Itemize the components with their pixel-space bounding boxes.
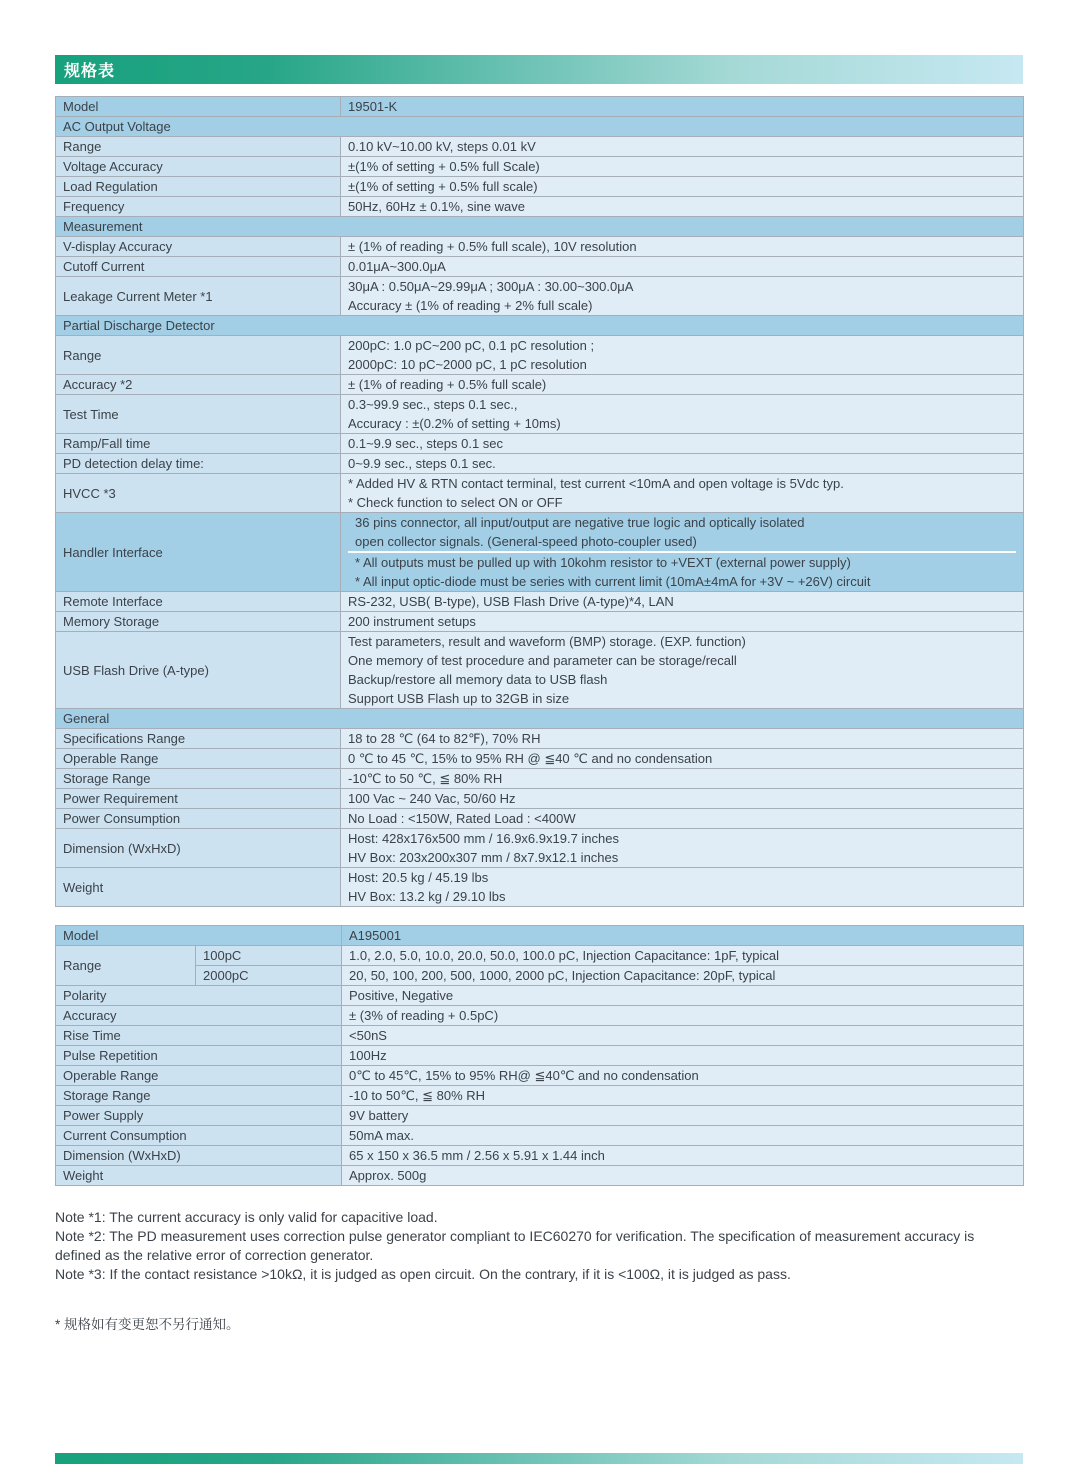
table-row (56, 277, 1024, 316)
row-label (56, 157, 341, 177)
text-line: 2000pC (203, 968, 249, 983)
page-title: 规格表 (64, 63, 116, 80)
text-line: 200pC: 1.0 pC~200 pC, 0.1 pC resolution ; (348, 338, 595, 353)
text-line: 36 pins connector, all input/output are negative true logic and optically isolated (355, 515, 805, 530)
table-row (56, 632, 1024, 709)
text-line: 0.10 kV~10.00 kV, steps 0.01 kV (348, 139, 536, 154)
text-line: 0℃ to 45℃, 15% to 95% RH@ ≦40℃ and no condensation (349, 1068, 699, 1083)
text-line: Accuracy (63, 1008, 117, 1023)
text-line: 9V battery (349, 1108, 409, 1123)
text-line: 0~9.9 sec., steps 0.1 sec. (348, 456, 496, 471)
row-label (56, 809, 341, 829)
row-value (341, 375, 1024, 395)
row-value (341, 868, 1024, 907)
row-label (56, 612, 341, 632)
row-value (342, 926, 1024, 946)
text-line: Accuracy *2 (63, 377, 133, 392)
text-line: -10℃ to 50 ℃, ≦ 80% RH (348, 771, 503, 786)
table-row (56, 1026, 1024, 1046)
table-row (56, 789, 1024, 809)
row-sublabel (196, 966, 342, 986)
row-value (341, 257, 1024, 277)
table-row (56, 1066, 1024, 1086)
row-label (56, 336, 341, 375)
text-line: USB Flash Drive (A-type) (63, 662, 209, 678)
text-line: Backup/restore all memory data to USB flash (348, 672, 608, 687)
row-label (56, 1046, 342, 1066)
table-row (56, 395, 1024, 434)
table-row (56, 1046, 1024, 1066)
row-value (341, 769, 1024, 789)
text-line: 18 to 28 ℃ (64 to 82℉), 70% RH (348, 731, 541, 746)
row-label (56, 454, 341, 474)
text-line: HV Box: 203x200x307 mm / 8x7.9x12.1 inches (348, 850, 619, 865)
row-value (341, 592, 1024, 612)
text-line: 0.1~9.9 sec., steps 0.1 sec (348, 436, 504, 451)
table-row (56, 177, 1024, 197)
table-row (56, 1146, 1024, 1166)
row-label (56, 926, 342, 946)
text-line: Leakage Current Meter *1 (63, 288, 213, 304)
row-label (56, 237, 341, 257)
text-line: 0 ℃ to 45 ℃, 15% to 95% RH @ ≦40 ℃ and no condensation (348, 751, 713, 766)
text-line: -10 to 50℃, ≦ 80% RH (349, 1088, 486, 1103)
table-row (56, 1166, 1024, 1186)
row-value (341, 434, 1024, 454)
text-line: Power Requirement (63, 791, 178, 806)
row-label (56, 177, 341, 197)
text-line: * Check function to select ON or OFF (348, 495, 563, 510)
row-label (56, 395, 341, 434)
row-label (56, 769, 341, 789)
text-line: 100 Vac ~ 240 Vac, 50/60 Hz (348, 791, 516, 806)
row-value (341, 97, 1024, 117)
text-line: Cutoff Current (63, 259, 145, 274)
table-row (56, 217, 1024, 237)
row-value (341, 632, 1024, 709)
row-value (342, 1126, 1024, 1146)
text-line: * Added HV & RTN contact terminal, test current <10mA and open voltage is 5Vdc typ. (348, 476, 844, 491)
text-line: Test Time (63, 406, 119, 422)
row-label (56, 137, 341, 157)
spec-table-main-unit (55, 96, 1024, 907)
footer-accent-bar (55, 1453, 1023, 1464)
row-value (342, 1086, 1024, 1106)
row-value-subcell (348, 551, 1016, 591)
row-value (342, 1146, 1024, 1166)
text-line: 30μA : 0.50μA~29.99μA ; 300μA : 30.00~300.0μA (348, 279, 634, 294)
text-line: A195001 (349, 928, 402, 943)
text-line: One memory of test procedure and parameter can be storage/recall (348, 653, 737, 668)
text-line: Weight (63, 1168, 104, 1183)
text-line: 50Hz, 60Hz ± 0.1%, sine wave (348, 199, 525, 214)
table-row (56, 868, 1024, 907)
text-line: ± (1% of reading + 0.5% full scale) (348, 377, 547, 392)
row-value (342, 1006, 1024, 1026)
row-label (56, 434, 341, 454)
note-line: Note *3: If the contact resistance >10kΩ, it is judged as open circuit. On the contrary, if it is <100Ω, it is judged as pass. (55, 1266, 791, 1282)
row-value (342, 1046, 1024, 1066)
row-label (56, 1086, 342, 1106)
text-line: Weight (63, 879, 104, 895)
row-value (341, 137, 1024, 157)
row-value (341, 395, 1024, 434)
title-banner (55, 55, 1023, 84)
table-row (56, 592, 1024, 612)
text-line: Power Consumption (63, 811, 181, 826)
table-row (56, 316, 1024, 336)
text-line: 0.01μA~300.0μA (348, 259, 446, 274)
text-line: * All outputs must be pulled up with 10kohm resistor to +VEXT (external power supply) (355, 555, 851, 570)
text-line: Accuracy ± (1% of reading + 2% full scale) (348, 298, 593, 313)
text-line: Frequency (63, 199, 125, 214)
notes-section (55, 1208, 1021, 1284)
table-row (56, 257, 1024, 277)
text-line: Dimension (WxHxD) (63, 840, 181, 856)
table-row (56, 926, 1024, 946)
row-label (56, 632, 341, 709)
text-line: ±(1% of setting + 0.5% full scale) (348, 179, 538, 194)
text-line: Rise Time (63, 1028, 121, 1043)
row-value (342, 1166, 1024, 1186)
row-label (56, 1066, 342, 1086)
table-row (56, 966, 1024, 986)
text-line: Operable Range (63, 1068, 159, 1083)
table-row (56, 336, 1024, 375)
note-line: Note *2: The PD measurement uses correction pulse generator compliant to IEC60270 for verification. The specification of measurement accuracy is defined as the relative error of correction generator. (55, 1228, 975, 1263)
text-line: Handler Interface (63, 544, 163, 560)
row-value (341, 809, 1024, 829)
text-line: V-display Accuracy (63, 239, 173, 254)
text-line: 19501-K (348, 99, 398, 114)
row-value (342, 1026, 1024, 1046)
text-line: Ramp/Fall time (63, 436, 151, 451)
text-line: Operable Range (63, 751, 159, 766)
spec-table-accessory (55, 925, 1024, 1186)
text-line: Model (63, 928, 99, 943)
text-line: HVCC *3 (63, 485, 116, 501)
row-label (56, 375, 341, 395)
text-line: 20, 50, 100, 200, 500, 1000, 2000 pC, Injection Capacitance: 20pF, typical (349, 968, 776, 983)
text-line: open collector signals. (General-speed photo-coupler used) (355, 534, 697, 549)
text-line: ± (1% of reading + 0.5% full scale), 10V resolution (348, 239, 637, 254)
row-value (341, 612, 1024, 632)
text-line: Measurement (63, 219, 143, 234)
row-value (341, 513, 1024, 592)
table-row (56, 197, 1024, 217)
section-header (56, 217, 1024, 237)
text-line: Support USB Flash up to 32GB in size (348, 691, 570, 706)
row-label (56, 97, 341, 117)
text-line: ± (3% of reading + 0.5pC) (349, 1008, 499, 1023)
text-line: Voltage Accuracy (63, 159, 163, 174)
table-row (56, 157, 1024, 177)
row-value (341, 474, 1024, 513)
table-row (56, 809, 1024, 829)
text-line: Storage Range (63, 1088, 151, 1103)
text-line: Power Supply (63, 1108, 144, 1123)
text-line: PD detection delay time: (63, 456, 204, 471)
table-row (56, 1126, 1024, 1146)
row-value (341, 157, 1024, 177)
row-value (341, 336, 1024, 375)
row-label (56, 789, 341, 809)
text-line: Model (63, 99, 99, 114)
table-row (56, 474, 1024, 513)
row-value (341, 454, 1024, 474)
text-line: 2000pC: 10 pC~2000 pC, 1 pC resolution (348, 357, 587, 372)
row-value (342, 986, 1024, 1006)
text-line: * All input optic-diode must be series with current limit (10mA±4mA for +3V ~ +26V) circuit (355, 574, 871, 589)
page-content (55, 55, 1023, 1333)
text-line: 200 instrument setups (348, 614, 476, 629)
text-line: RS-232, USB( B-type), USB Flash Drive (A-type)*4, LAN (348, 594, 674, 609)
footer-note-zh: * 规格如有变更恕不另行通知。 (55, 1317, 240, 1332)
table-row (56, 454, 1024, 474)
row-label (56, 946, 196, 986)
table-row (56, 749, 1024, 769)
text-line: Pulse Repetition (63, 1048, 158, 1063)
text-line: Storage Range (63, 771, 151, 786)
table-row (56, 434, 1024, 454)
table-row (56, 612, 1024, 632)
table-row (56, 237, 1024, 257)
row-label (56, 513, 341, 592)
table-row (56, 117, 1024, 137)
row-label (56, 1166, 342, 1186)
note-line: Note *1: The current accuracy is only valid for capacitive load. (55, 1209, 438, 1225)
text-line: Accuracy : ±(0.2% of setting + 10ms) (348, 416, 561, 431)
text-line: Dimension (WxHxD) (63, 1148, 181, 1163)
text-line: Test parameters, result and waveform (BMP) storage. (EXP. function) (348, 634, 746, 649)
table-row (56, 729, 1024, 749)
text-line: General (63, 711, 110, 726)
text-line: HV Box: 13.2 kg / 29.10 lbs (348, 889, 506, 904)
row-label (56, 1106, 342, 1126)
row-value (342, 966, 1024, 986)
text-line: 0.3~99.9 sec., steps 0.1 sec., (348, 397, 518, 412)
row-value (341, 277, 1024, 316)
text-line: 100Hz (349, 1048, 387, 1063)
text-line: Range (63, 958, 102, 973)
row-value (341, 789, 1024, 809)
text-line: <50nS (349, 1028, 387, 1043)
table-row (56, 769, 1024, 789)
row-value (341, 177, 1024, 197)
row-label (56, 197, 341, 217)
text-line: Specifications Range (63, 731, 186, 746)
table-row (56, 946, 1024, 966)
row-label (56, 729, 341, 749)
row-label (56, 1146, 342, 1166)
section-header (56, 316, 1024, 336)
row-label (56, 277, 341, 316)
text-line: Load Regulation (63, 179, 158, 194)
row-label (56, 829, 341, 868)
row-label (56, 474, 341, 513)
text-line: Host: 20.5 kg / 45.19 lbs (348, 870, 489, 885)
text-line: 1.0, 2.0, 5.0, 10.0, 20.0, 50.0, 100.0 pC, Injection Capacitance: 1pF, typical (349, 948, 780, 963)
table-row (56, 1106, 1024, 1126)
text-line: 50mA max. (349, 1128, 415, 1143)
table-row (56, 1006, 1024, 1026)
table-row (56, 137, 1024, 157)
table-row (56, 829, 1024, 868)
row-label (56, 1126, 342, 1146)
table-row (56, 709, 1024, 729)
row-label (56, 868, 341, 907)
text-line: ±(1% of setting + 0.5% full Scale) (348, 159, 540, 174)
text-line: Polarity (63, 988, 107, 1003)
row-label (56, 986, 342, 1006)
row-value (341, 829, 1024, 868)
text-line: Memory Storage (63, 614, 160, 629)
row-sublabel (196, 946, 342, 966)
text-line: Host: 428x176x500 mm / 16.9x6.9x19.7 inches (348, 831, 619, 846)
row-label (56, 1026, 342, 1046)
row-label (56, 749, 341, 769)
table-row (56, 97, 1024, 117)
text-line: Remote Interface (63, 594, 163, 609)
row-value (341, 749, 1024, 769)
text-line: AC Output Voltage (63, 119, 171, 134)
row-label (56, 592, 341, 612)
row-value (342, 946, 1024, 966)
text-line: Approx. 500g (349, 1168, 427, 1183)
text-line: No Load : <150W, Rated Load : <400W (348, 811, 576, 826)
row-label (56, 1006, 342, 1026)
row-value (341, 729, 1024, 749)
text-line: Positive, Negative (349, 988, 454, 1003)
row-value (341, 237, 1024, 257)
table-row (56, 375, 1024, 395)
table-row (56, 513, 1024, 592)
row-label (56, 257, 341, 277)
section-header (56, 709, 1024, 729)
table-row (56, 1086, 1024, 1106)
text-line: 100pC (203, 948, 242, 963)
section-header (56, 117, 1024, 137)
text-line: Partial Discharge Detector (63, 318, 215, 333)
table-row (56, 986, 1024, 1006)
text-line: Range (63, 347, 102, 363)
row-value (341, 197, 1024, 217)
text-line: Current Consumption (63, 1128, 187, 1143)
text-line: Range (63, 139, 102, 154)
row-value-subcell (348, 513, 1016, 551)
text-line: 65 x 150 x 36.5 mm / 2.56 x 5.91 x 1.44 inch (349, 1148, 605, 1163)
row-value (342, 1066, 1024, 1086)
row-value (342, 1106, 1024, 1126)
